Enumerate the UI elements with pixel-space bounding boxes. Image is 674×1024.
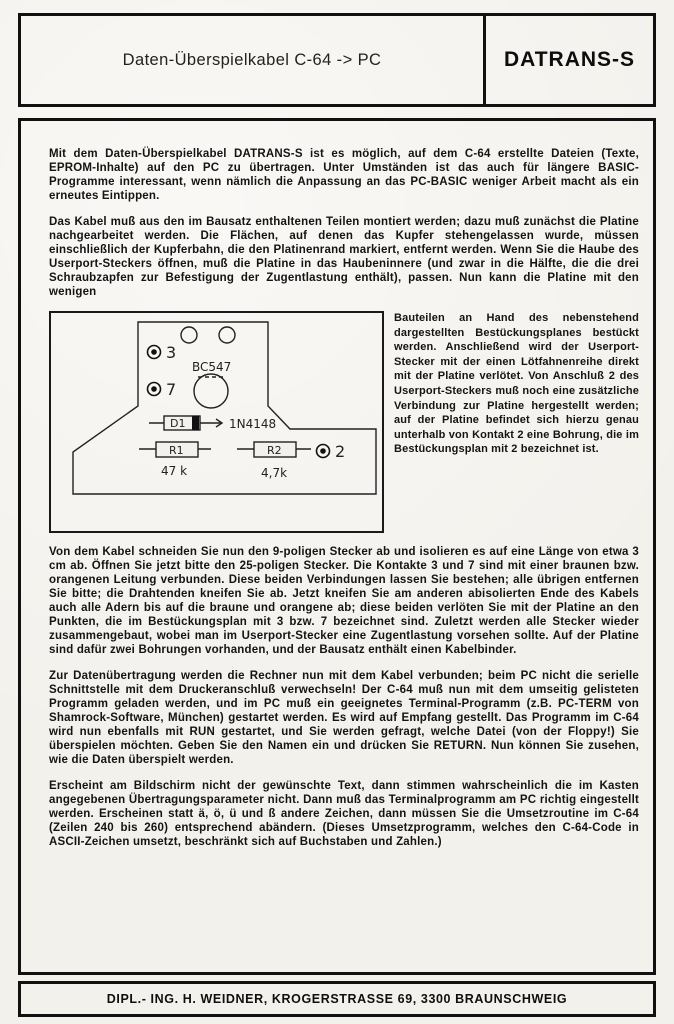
pad-2-label: 2 bbox=[335, 442, 346, 461]
pad-3-label: 3 bbox=[166, 343, 177, 362]
pcb-outline bbox=[73, 322, 376, 494]
mounting-hole bbox=[181, 327, 197, 343]
paragraph-cable: Von dem Kabel schneiden Sie nun den 9-poligen Stecker ab und isolieren es auf eine Länge von etwa 3 cm ab. Öffnen Sie jetzt bitte den 25-poligen Stecker. Die Kontakte 3 und 7 sind mit einer braunen bzw. orangenen Leitung verbunden. Diese beiden Verbindungen lassen Sie bestehen; alle übrigen entfernen Sie bitte; die Drahtenden kneifen Sie ab. Jetzt kneifen Sie am anderen abisolierten Ende des Kabels auch alle Adern bis auf die braune und orangene ab; diese beiden verlöten Sie mit der Platine an den Punkten, die im Bestückungsplan mit 3 bzw. 7 bezeichnet sind. Zuletzt werden alle Stecker wieder zusammengebaut, wobei man im Userport-Stecker eine Zugentlastung vorsehen sollte. Auf der Platine sind dafür zwei Bohrungen vorhanden, und der Bausatz enthält einen Kabelbinder. bbox=[49, 546, 639, 656]
paragraph-transfer: Zur Datenübertragung werden die Rechner nun mit dem Kabel verbunden; beim PC nicht die serielle Schnittstelle mit dem Druckeranschluß verwechseln! Der C-64 muß nun mit dem umseitig gelisteten Programm geladen werden, und im PC muß ein geeignetes Terminal-Programm (z.B. PC-TERM von Shamrock-Software, München) gestartet werden. Es wird auf Empfang gestellt. Das Programm im C-64 wird nun ebenfalls mit RUN gestartet, und Sie werden gefragt, welche Datei (von der Floppy!) Sie überspielen möchten. Geben Sie den Namen ein und drücken Sie RETURN. Nun können Sie zusehen, wie die Daten überspielt werden. bbox=[49, 670, 639, 766]
paragraph-intro: Mit dem Daten-Überspielkabel DATRANS-S ist es möglich, auf dem C-64 erstellte Dateien (Texte, EPROM-Inhalte) auf den PC zu übertragen. Unter Umständen ist das auch für längere BASIC-Programme interessant, wenn nämlich die Anpassung an das PC-BASIC weniger Arbeit macht als ein erneutes Eintippen. bbox=[49, 148, 639, 202]
diode-band bbox=[192, 416, 199, 430]
product-name: DATRANS-S bbox=[503, 48, 636, 71]
paragraph-troubleshooting: Erscheint am Bildschirm nicht der gewünschte Text, dann stimmen wahrscheinlich die im Kasten angegebenen Übertragungsparameter nicht. Dann muß das Terminalprogramm am PC richtig eingestellt werden. Erscheinen statt ä, ö, ü und ß andere Zeichen, dann müssen Sie die Umsetzroutine im C-64 (Zeilen 240 bis 260) entsprechend abändern. (Dieses Umsetzprogramm, welches den C-64-Code in ASCII-Zeichen umsetzt, beschränkt sich auf Buchstaben und Zahlen.) bbox=[49, 780, 639, 848]
header-title-cell bbox=[21, 16, 486, 104]
solder-pad-7-dot bbox=[151, 386, 157, 392]
page-title: Daten-Überspielkabel C-64 -> PC bbox=[122, 50, 382, 69]
diagram-row bbox=[49, 311, 639, 533]
footer bbox=[18, 981, 656, 1017]
r2-value-label: 4,7k bbox=[261, 466, 288, 480]
transistor-outline bbox=[194, 374, 228, 408]
transistor-label: BC547 bbox=[192, 360, 232, 374]
footer-address: DIPL.- ING. H. WEIDNER, KROGERSTRASSE 69, 3300 BRAUNSCHWEIG bbox=[106, 992, 568, 1006]
diode-type-label: 1N4148 bbox=[229, 417, 277, 431]
mounting-hole bbox=[219, 327, 235, 343]
header-product-cell bbox=[486, 16, 653, 104]
r1-value-label: 47 k bbox=[161, 464, 188, 478]
r2-ref-label: R2 bbox=[267, 444, 282, 457]
r1-ref-label: R1 bbox=[169, 444, 184, 457]
diode-ref-label: D1 bbox=[170, 417, 186, 430]
pcb-diagram-svg bbox=[51, 313, 382, 531]
solder-pad-2-dot bbox=[320, 448, 326, 454]
pad-7-label: 7 bbox=[166, 380, 177, 399]
paragraph-assembly: Das Kabel muß aus den im Bausatz enthaltenen Teilen montiert werden; dazu muß zunächst die Platine nachgearbeitet werden. Die Flächen, auf denen das Kupfer stehengelassen wurde, müssen einschließlich der Kupferbahn, die den Platinenrand markiert, entfernt werden. Wenn Sie die Haube des Userport-Steckers öffnen, muß die Platine in das Haubeninnere (und zwar in die Hälfte, die die drei Schraubzapfen zur Befestigung der Zugentlastung enthält), passen. Nun kann die Platine mit den wenigen bbox=[49, 216, 639, 298]
solder-pad-3-dot bbox=[151, 349, 157, 355]
main-content bbox=[18, 118, 656, 975]
header bbox=[18, 13, 656, 107]
pcb-layout-diagram bbox=[49, 311, 384, 533]
paragraph-assembly-side: Bauteilen an Hand des nebenstehend dargestellten Bestückungsplanes bestückt werden. Anschließend wird der Userport-Stecker mit der einen Lötfahnenreihe direkt mit der Platine verlötet. Von Anschluß 2 des Userport-Steckers muß noch eine zusätzliche Verbindung zur Platine hergestellt werden; auf der Platine befindet sich hierzu genau unterhalb von Kontakt 2 eine Bohrung, die im Bestückungsplan mit 2 bezeichnet ist. bbox=[394, 312, 639, 456]
